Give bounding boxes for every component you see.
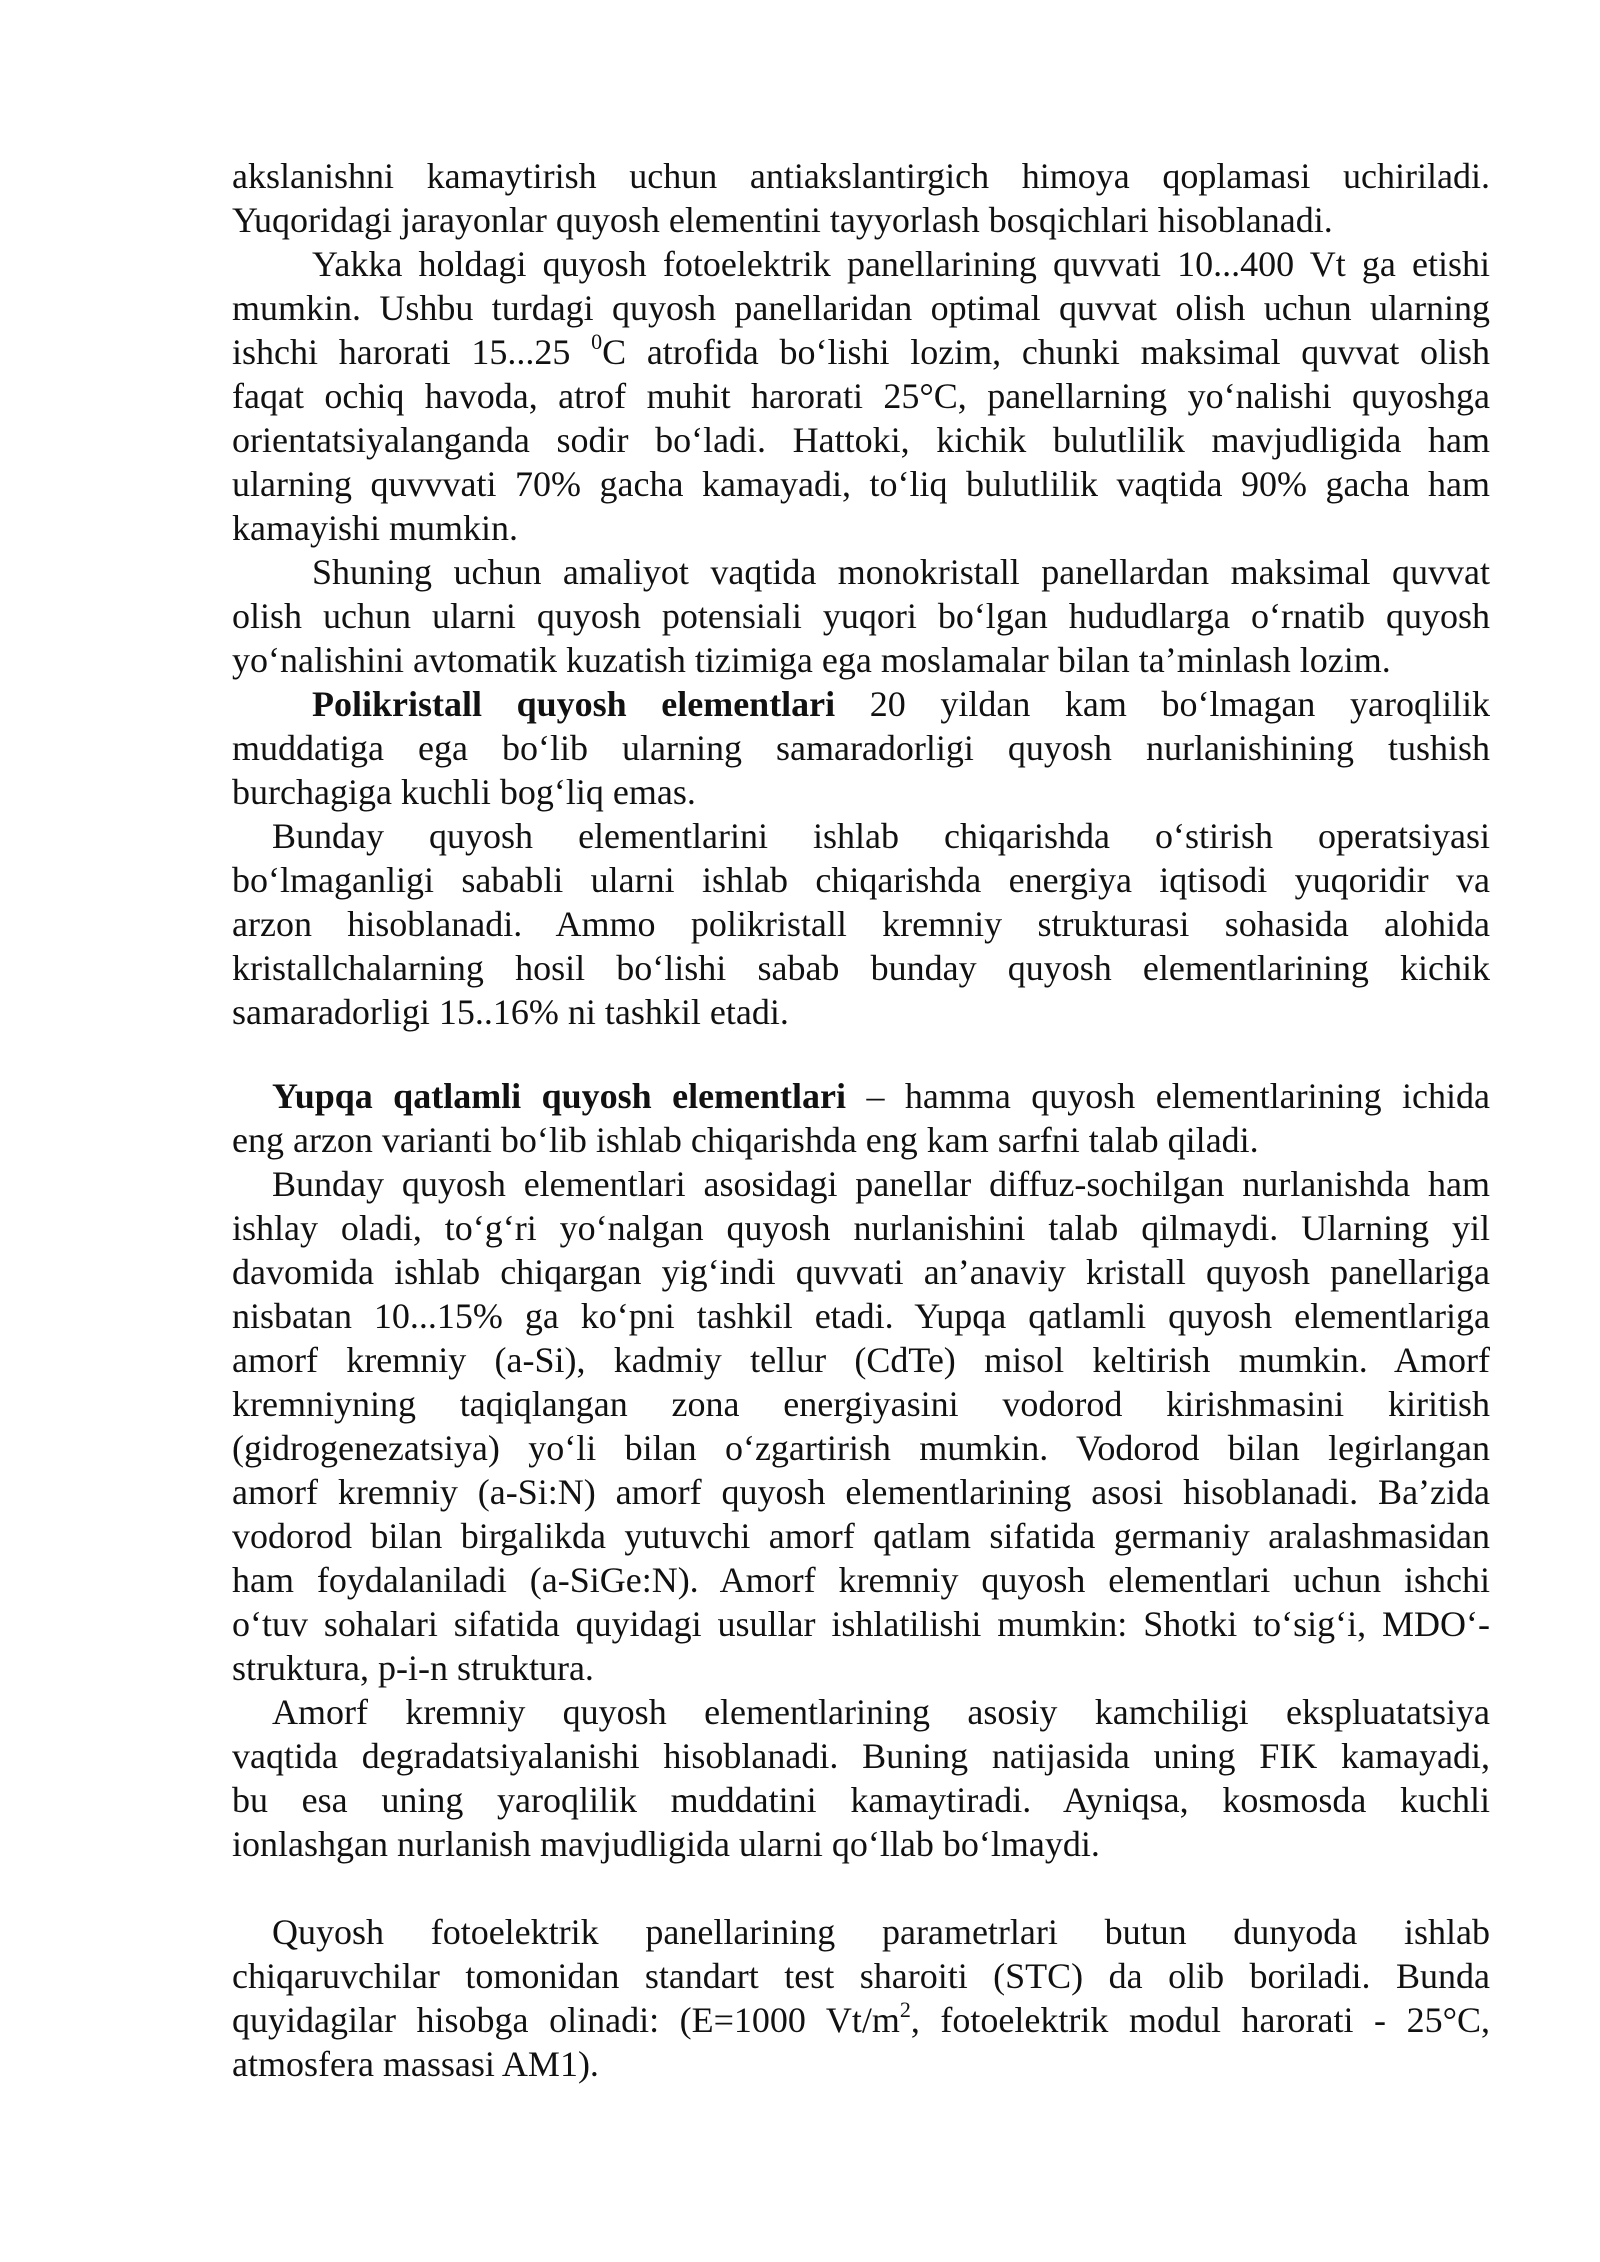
paragraph-2-line-7: kamayishi mumkin.: [232, 508, 518, 548]
paragraph-4-line-1-rest: 20 yildan kam bo‘lmagan yaroqlilik: [835, 684, 1490, 724]
paragraph-9-line-4: atmosfera massasi AM1).: [232, 2044, 599, 2084]
paragraph-7-line-1: Bunday quyosh elementlari asosidagi panellar diffuz-sochilgan nurlanishda ham: [272, 1164, 1490, 1204]
paragraph-1-line-2: Yuqoridagi jarayonlar quyosh elementini tayyorlash bosqichlari hisoblanadi.: [232, 200, 1333, 240]
paragraph-6-line-1-rest: – hamma quyosh elementlarining ichida: [846, 1076, 1490, 1116]
polycrystalline-term: Polikristall quyosh elementlari: [312, 684, 836, 724]
paragraph-4-line-1: [312, 682, 1490, 726]
paragraph-6-line-2: eng arzon varianti bo‘lib ishlab chiqarishda eng kam sarfni talab qiladi.: [232, 1120, 1259, 1160]
paragraph-8-line-2: vaqtida degradatsiyalanishi hisoblanadi. Buning natijasida uning FIK kamayadi,: [232, 1736, 1490, 1776]
paragraph-7-line-6: kremniyning taqiqlangan zona energiyasini vodorod kirishmasini kiritish: [232, 1384, 1490, 1424]
paragraph-2-line-3-text-a: ishchi harorati 15...25: [232, 332, 592, 372]
paragraph-2-line-3: [232, 330, 1490, 374]
paragraph-6-line-1: [272, 1074, 1490, 1118]
paragraph-7-line-11: o‘tuv sohalari sifatida quyidagi usullar ishlatilishi mumkin: Shotki to‘sig‘i, MDO‘-: [232, 1604, 1490, 1644]
squared-superscript: 2: [899, 1997, 911, 2022]
paragraph-7-line-8: amorf kremniy (a-Si:N) amorf quyosh elementlarining asosi hisoblanadi. Ba’zida: [232, 1472, 1490, 1512]
paragraph-3-line-2: olish uchun ularni quyosh potensiali yuqori bo‘lgan hududlarga o‘rnatib quyosh: [232, 596, 1490, 636]
paragraph-2-line-3-text-b: C atrofida bo‘lishi lozim, chunki maksimal quvvat olish: [602, 332, 1491, 372]
paragraph-9-line-2: chiqaruvchilar tomonidan standart test sharoiti (STC) da olib boriladi. Bunda: [232, 1956, 1490, 1996]
degree-superscript: 0: [591, 329, 603, 354]
paragraph-5-line-5: samaradorligi 15..16% ni tashkil etadi.: [232, 992, 789, 1032]
paragraph-8-line-4: ionlashgan nurlanish mavjudligida ularni qo‘llab bo‘lmaydi.: [232, 1824, 1100, 1864]
paragraph-9-line-3-text-b: , fotoelektrik modul harorati - 25°C,: [910, 2000, 1491, 2040]
paragraph-7-line-3: davomida ishlab chiqargan yig‘indi quvvati an’anaviy kristall quyosh panellariga: [232, 1252, 1490, 1292]
paragraph-5-line-4: kristallchalarning hosil bo‘lishi sabab bunday quyosh elementlarining kichik: [232, 948, 1490, 988]
paragraph-5-line-3: arzon hisoblanadi. Ammo polikristall kremniy strukturasi sohasida alohida: [232, 904, 1490, 944]
paragraph-7-line-4: nisbatan 10...15% ga ko‘pni tashkil etadi. Yupqa qatlamli quyosh elementlariga: [232, 1296, 1490, 1336]
paragraph-2-line-5: orientatsiyalanganda sodir bo‘ladi. Hattoki, kichik bulutlilik mavjudligida ham: [232, 420, 1490, 460]
paragraph-7-line-5: amorf kremniy (a-Si), kadmiy tellur (CdTe) misol keltirish mumkin. Amorf: [232, 1340, 1490, 1380]
paragraph-7-line-9: vodorod bilan birgalikda yutuvchi amorf qatlam sifatida germaniy aralashmasidan: [232, 1516, 1490, 1556]
paragraph-2-line-4: faqat ochiq havoda, atrof muhit harorati 25°C, panellarning yo‘nalishi quyoshga: [232, 376, 1490, 416]
paragraph-4-line-2: muddatiga ega bo‘lib ularning samaradorligi quyosh nurlanishining tushish: [232, 728, 1490, 768]
paragraph-9-line-1: Quyosh fotoelektrik panellarining parametrlari butun dunyoda ishlab: [272, 1912, 1490, 1952]
paragraph-2-line-1: Yakka holdagi quyosh fotoelektrik panellarining quvvati 10...400 Vt ga etishi: [312, 244, 1490, 284]
paragraph-7-line-7: (gidrogenezatsiya) yo‘li bilan o‘zgartirish mumkin. Vodorod bilan legirlangan: [232, 1428, 1490, 1468]
paragraph-5-line-1: Bunday quyosh elementlarini ishlab chiqarishda o‘stirish operatsiyasi: [272, 816, 1490, 856]
thin-film-term: Yupqa qatlamli quyosh elementlari: [272, 1076, 847, 1116]
paragraph-4-line-3: burchagiga kuchli bog‘liq emas.: [232, 772, 696, 812]
paragraph-7-line-10: ham foydalaniladi (a-SiGe:N). Amorf kremniy quyosh elementlari uchun ishchi: [232, 1560, 1490, 1600]
paragraph-3-line-1: Shuning uchun amaliyot vaqtida monokristall panellardan maksimal quvvat: [312, 552, 1490, 592]
paragraph-9-line-3: [232, 1998, 1490, 2042]
paragraph-9-line-3-text-a: quyidagilar hisobga olinadi: (E=1000 Vt/m: [232, 2000, 900, 2040]
paragraph-8-line-1: Amorf kremniy quyosh elementlarining asosiy kamchiligi ekspluatatsiya: [272, 1692, 1490, 1732]
paragraph-8-line-3: bu esa uning yaroqlilik muddatini kamaytiradi. Ayniqsa, kosmosda kuchli: [232, 1780, 1490, 1820]
paragraph-5-line-2: bo‘lmaganligi sababli ularni ishlab chiqarishda energiya iqtisodi yuqoridir va: [232, 860, 1490, 900]
paragraph-2-line-2: mumkin. Ushbu turdagi quyosh panellaridan optimal quvvat olish uchun ularning: [232, 288, 1490, 328]
paragraph-2-line-6: ularning quvvvati 70% gacha kamayadi, to‘liq bulutlilik vaqtida 90% gacha ham: [232, 464, 1490, 504]
paragraph-1-line-1: akslanishni kamaytirish uchun antiakslantirgich himoya qoplamasi uchiriladi.: [232, 156, 1490, 196]
paragraph-3-line-3: yo‘nalishini avtomatik kuzatish tizimiga ega moslamalar bilan ta’minlash lozim.: [232, 640, 1391, 680]
paragraph-7-line-12: struktura, p-i-n struktura.: [232, 1648, 594, 1688]
paragraph-7-line-2: ishlay oladi, to‘g‘ri yo‘nalgan quyosh nurlanishini talab qilmaydi. Ularning yil: [232, 1208, 1490, 1248]
